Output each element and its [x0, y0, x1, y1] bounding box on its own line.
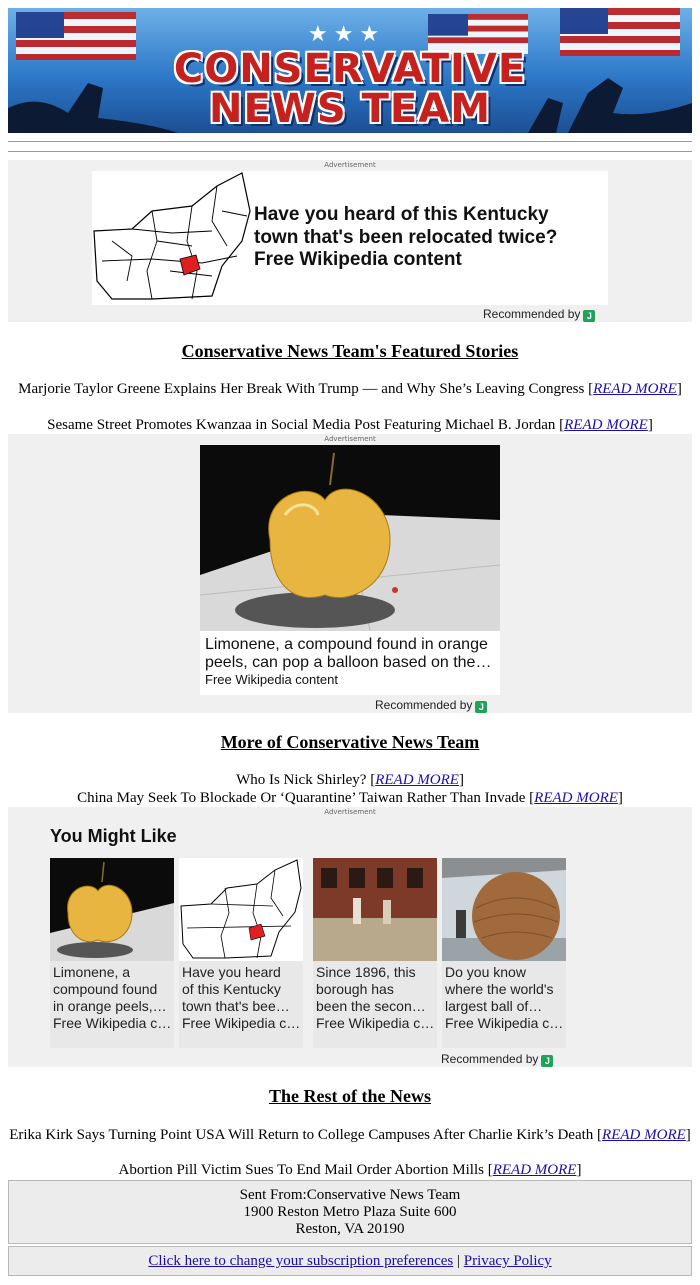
- ad-label: Advertisement: [324, 161, 376, 169]
- kentucky-map-thumbnail: [179, 858, 303, 961]
- header-banner: [8, 8, 692, 133]
- link-separator: |: [456, 1253, 460, 1269]
- read-more-link[interactable]: READ MORE: [593, 381, 677, 397]
- featured-section-title: Conservative News Team's Featured Stories: [181, 341, 519, 361]
- recommended-by[interactable]: [375, 698, 487, 713]
- recommendation-card[interactable]: [313, 858, 437, 1048]
- read-more-link[interactable]: READ MORE: [375, 772, 459, 788]
- card-caption: Do you know where the world's largest ball of… Free Wikipedia c…: [445, 964, 563, 1031]
- recommendation-logo-icon: J: [583, 310, 595, 322]
- brand-title-line1: CONSERVATIVE: [173, 46, 527, 92]
- twine-ball-thumbnail: [442, 858, 566, 961]
- ad-card[interactable]: [92, 171, 608, 305]
- story-item: Sesame Street Promotes Kwanzaa in Social Media Post Featuring Michael B. Jordan [READ MORE]: [47, 417, 653, 433]
- story-headline: Abortion Pill Victim Sues To End Mail Order Abortion Mills: [118, 1162, 484, 1178]
- recommended-by[interactable]: [441, 1052, 553, 1067]
- you-might-like-heading: You Might Like: [50, 826, 177, 846]
- story-headline: Who Is Nick Shirley?: [236, 772, 367, 788]
- address-line2: Reston, VA 20190: [295, 1221, 405, 1237]
- divider: [8, 141, 692, 142]
- read-more-link[interactable]: READ MORE: [534, 790, 618, 806]
- sent-from: Sent From:Conservative News Team: [239, 1187, 461, 1203]
- ad-label: Advertisement: [324, 435, 376, 443]
- story-headline: Erika Kirk Says Turning Point USA Will Return to College Campuses After Charlie Kirk’s Death: [9, 1127, 594, 1143]
- card-source: Free Wikipedia c…: [182, 1015, 300, 1031]
- story-item: Who Is Nick Shirley? [READ MORE]: [236, 772, 464, 788]
- recommended-label: Recommended by: [441, 1052, 539, 1066]
- ad-label: Advertisement: [324, 808, 376, 816]
- read-more-link[interactable]: READ MORE: [564, 417, 648, 433]
- recommendation-card[interactable]: [50, 858, 174, 1048]
- story-item: China May Seek To Blockade Or ‘Quarantine’ Taiwan Rather Than Invade [READ MORE]: [77, 790, 623, 806]
- recommendation-logo-icon: J: [541, 1055, 553, 1067]
- you-might-like-block: [8, 807, 692, 1067]
- read-more-link[interactable]: READ MORE: [492, 1162, 577, 1178]
- more-section-title: More of Conservative News Team: [220, 732, 480, 752]
- advertisement-block: [8, 434, 692, 713]
- brand-title-line2: NEWS TEAM: [208, 86, 492, 132]
- balloon-image: [200, 445, 500, 631]
- card-source: Free Wikipedia c…: [445, 1015, 563, 1031]
- stars-decoration: ★★★: [308, 22, 386, 47]
- card-source: Free Wikipedia c…: [316, 1015, 434, 1031]
- story-item: Erika Kirk Says Turning Point USA Will Return to College Campuses After Charlie Kirk’s Death [READ MORE]: [9, 1127, 691, 1143]
- story-headline: China May Seek To Blockade Or ‘Quarantine’ Taiwan Rather Than Invade: [77, 790, 526, 806]
- kentucky-map-image: [92, 171, 252, 305]
- street-scene-thumbnail: [313, 858, 437, 961]
- story-headline: Marjorie Taylor Greene Explains Her Break With Trump — and Why She’s Leaving Congress: [18, 381, 585, 397]
- story-item: Marjorie Taylor Greene Explains Her Break With Trump — and Why She’s Leaving Congress [READ MORE]: [18, 381, 682, 397]
- ad-source: Free Wikipedia content: [254, 249, 462, 270]
- story-item: Abortion Pill Victim Sues To End Mail Order Abortion Mills [READ MORE]: [118, 1162, 582, 1178]
- card-caption: Have you heard of this Kentucky town that's bee… Free Wikipedia c…: [182, 964, 300, 1031]
- recommended-label: Recommended by: [375, 698, 473, 712]
- balloon-thumbnail: [50, 858, 174, 961]
- recommendation-logo-icon: J: [475, 701, 487, 713]
- recommendation-card[interactable]: [442, 858, 566, 1048]
- ad-headline[interactable]: Have you heard of this Kentucky town that's been relocated twice?: [254, 204, 558, 248]
- ad-headline[interactable]: Limonene, a compound found in orange peels, can pop a balloon based on the…: [205, 636, 492, 671]
- recommended-by[interactable]: [483, 307, 595, 322]
- card-caption: Limonene, a compound found in orange peels,… Free Wikipedia c…: [53, 964, 171, 1031]
- card-source: Free Wikipedia c…: [53, 1015, 171, 1031]
- footer-address: [8, 1180, 692, 1244]
- footer-links: [8, 1246, 692, 1276]
- story-headline: Sesame Street Promotes Kwanzaa in Social Media Post Featuring Michael B. Jordan: [47, 417, 556, 433]
- card-caption: Since 1896, this borough has been the secon… Free Wikipedia c…: [316, 964, 434, 1031]
- ad-source: Free Wikipedia content: [205, 672, 338, 687]
- rest-section-title: The Rest of the News: [269, 1086, 431, 1106]
- divider: [8, 151, 692, 152]
- subscription-preferences-link[interactable]: Click here to change your subscription preferences: [148, 1253, 454, 1269]
- read-more-link[interactable]: READ MORE: [602, 1127, 686, 1143]
- privacy-policy-link[interactable]: Privacy Policy: [463, 1253, 552, 1269]
- recommended-label: Recommended by: [483, 307, 581, 321]
- ad-card[interactable]: [200, 445, 500, 695]
- advertisement-block: [8, 160, 692, 322]
- recommendation-card[interactable]: [179, 858, 303, 1048]
- address-line1: 1900 Reston Metro Plaza Suite 600: [243, 1204, 457, 1220]
